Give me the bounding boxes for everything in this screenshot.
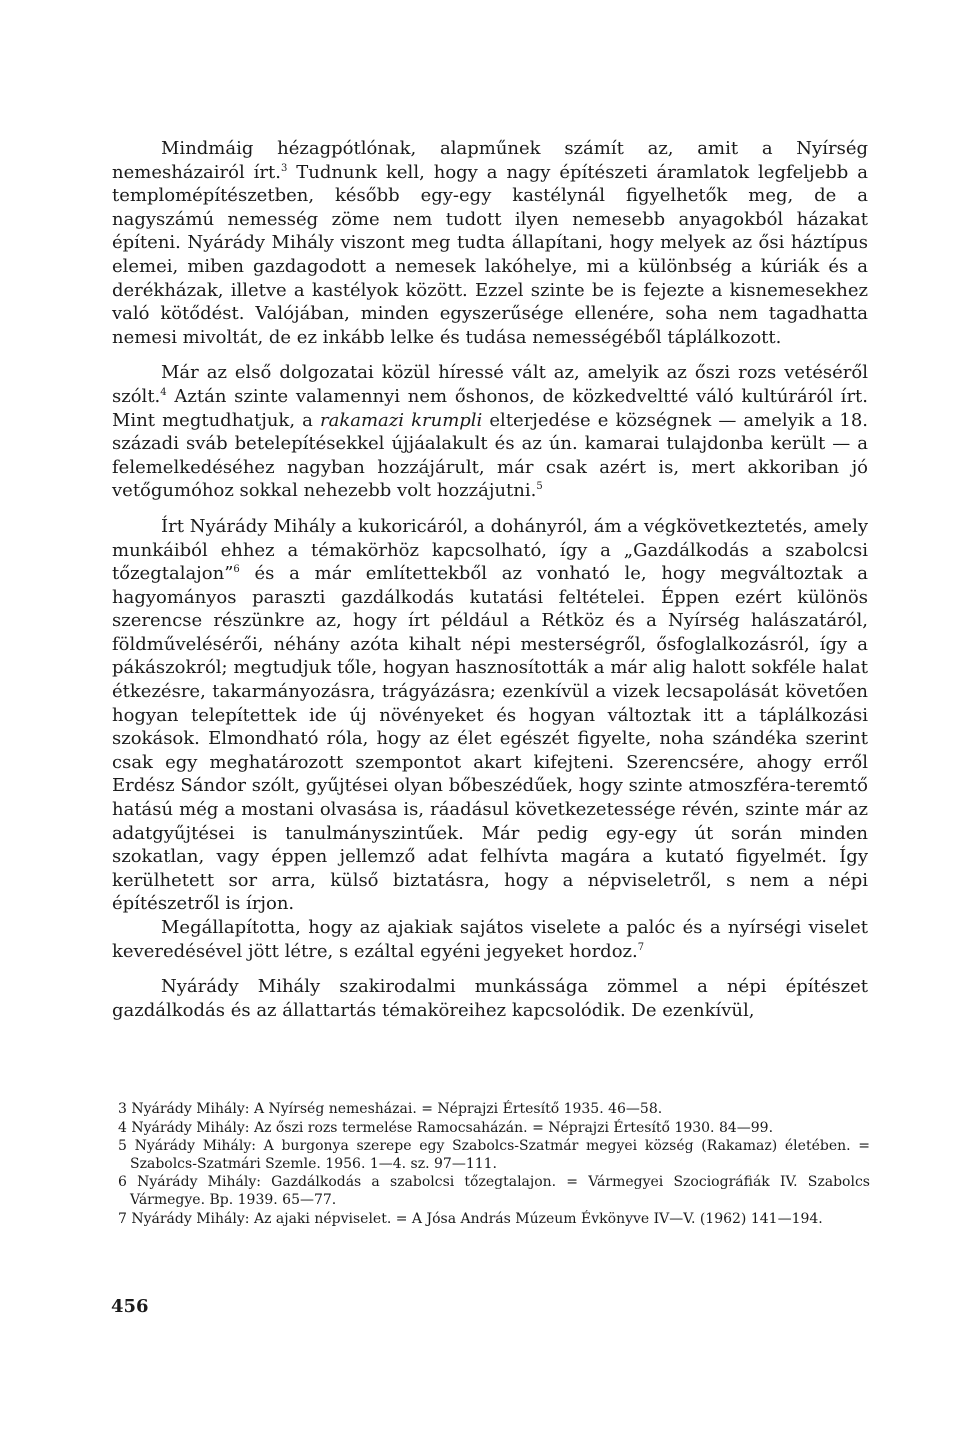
main-text (112, 137, 868, 1022)
text-run: Aztán szinte valamennyi nem őshonos, de közkedveltté váló kultúráról írt. Mint megtudhatjuk, a (112, 385, 868, 431)
paragraph (112, 916, 868, 963)
footnote-ref: 4 (160, 386, 167, 398)
footnote-ref: 3 (280, 162, 288, 174)
footnote: 4 Nyárády Mihály: Az őszi rozs termelése Ramocsaházán. = Néprajzi Értesítő 1930. 84—99. (118, 1119, 774, 1136)
text-run: Már az első dolgozatai közül híressé vált az, amelyik az őszi rozs vetéséről szólt. (112, 362, 868, 407)
text-run: Nyárády Mihály szakirodalmi munkássága zömmel a népi építészet gazdálkodás és az állattartás témaköreihez kapcsolódik. De ezenkívül, (112, 976, 868, 1021)
paragraph (112, 975, 868, 1022)
paragraph (112, 361, 868, 503)
footnote-ref: 7 (637, 941, 645, 953)
paragraph (112, 515, 868, 916)
footnote-ref: 5 (536, 481, 543, 493)
footnote-ref: 6 (233, 564, 240, 576)
text-run: Mindmáig hézagpótlónak, alapműnek számít az, amit a Nyírség nemesházairól írt. (112, 138, 868, 183)
page-number: 456 (111, 1296, 149, 1317)
text-run: elterjedése e községnek — amelyik a 18. századi sváb betelepítésekkel újjáalakult és az ún. kamarai tulajdonba került — a felemelkedéséhez nagyban hozzájárult, már csak azért is, mert akkoriban jó vetőgumóhoz sokkal nehezebb volt hozzájutni. (112, 409, 869, 502)
text-run: Tudnunk kell, hogy a nagy építészeti áramlatok legfeljebb a templomépítészetben, később egy-egy kastélynál figyelhetők meg, de a nagyszámú nemesség zöme nem tudott ilyen nemesebb anyagokból házakat építeni. Nyárády Mihály viszont meg tudta állapítani, hogy melyek az ősi háztípus elemei, miben gazdagodott a nemesek lakóhelye, mi a különbség a kúriák és a derékházak, illetve a kastélyok között. Ezzel szinte be is fejezte a kisnemesekhez való kötődést. Valójában, minden egyszerűsége ellenére, soha nem tagadhatta nemesi mivoltát, de ez inkább lelke és tudása nemességéből táplálkozott. (112, 161, 868, 348)
text-run: Megállapította, hogy az ajakiak sajátos viselete a palóc és a nyírségi viselet keveredésével jött létre, s ezáltal egyéni jegyeket hordoz. (112, 917, 868, 962)
text-run: Írt Nyárády Mihály a kukoricáról, a dohányról, ám a végkövetkeztetés, amely munkáiból ehhez a témakörhöz kapcsolható, így a „Gazdálkodás a szabolcsi tőzegtalajon” (112, 515, 868, 585)
footnotes (118, 1101, 870, 1229)
footnote: 3 Nyárády Mihály: A Nyírség nemesházai. = Néprajzi Értesítő 1935. 46—58. (118, 1101, 663, 1117)
footnote: 5 Nyárády Mihály: A burgonya szerepe egy Szabolcs-Szatmár megyei község (Rakamaz) életében. = Szabolcs-Szatmári Szemle. 1956. 1—4. sz. 97—111. (118, 1138, 870, 1172)
footnote: 7 Nyárády Mihály: Az ajaki népviselet. = A Jósa András Múzeum Évkönyve IV—V. (1962) 141—194. (118, 1210, 823, 1227)
footnote: 6 Nyárády Mihály: Gazdálkodás a szabolcsi tőzegtalajon. = Vármegyei Szociográfiák IV. Szabolcs Vármegye. Bp. 1939. 65—77. (118, 1174, 870, 1208)
paragraph (112, 137, 868, 349)
text-run: és a már említettekből az vonható le, hogy megváltoztak a hagyományos paraszti gazdálkodás kutatási feltételei. Éppen ezért különös szerencse részünkre az, hogy írt például a Rétköz és a Nyírség halászatáról, földművelésérői, néhány azóta kihalt népi mesterségről, ősfoglalkozásról, így a pákászokról; megtudjuk tőle, hogyan hasznosították a már alig halott sokféle halat étkezésre, takarmányozásra, trágyázásra; ezenkívül a vizek lecsapolását követően hogyan telepítettek ide új növényeket és hogyan változtak itt a táplálkozási szokások. Elmondható róla, hogy az élet egészét figyelte, noha szándéka szerint csak egy meghatározott szempontot akart kifejteni. Szerencsére, ahogy erről Erdész Sándor szólt, gyűjtései olyan bőbeszédűek, hogy szinte atmoszféra-teremtő hatású még a mostani olvasása is, ráadásul következetessége révén, szinte már az adatgyűjtései is tanulmányszintűek. Már pedig egy-egy út során minden szokatlan, vagy éppen jellemző adat felhívta magára a kutató figyelmét. Így kerülhetett sor arra, külső biztatásra, hogy a népviseletről, s nem a népi építészetről is írjon. (112, 563, 868, 915)
italic-text: rakamazi krumpli (319, 409, 483, 431)
